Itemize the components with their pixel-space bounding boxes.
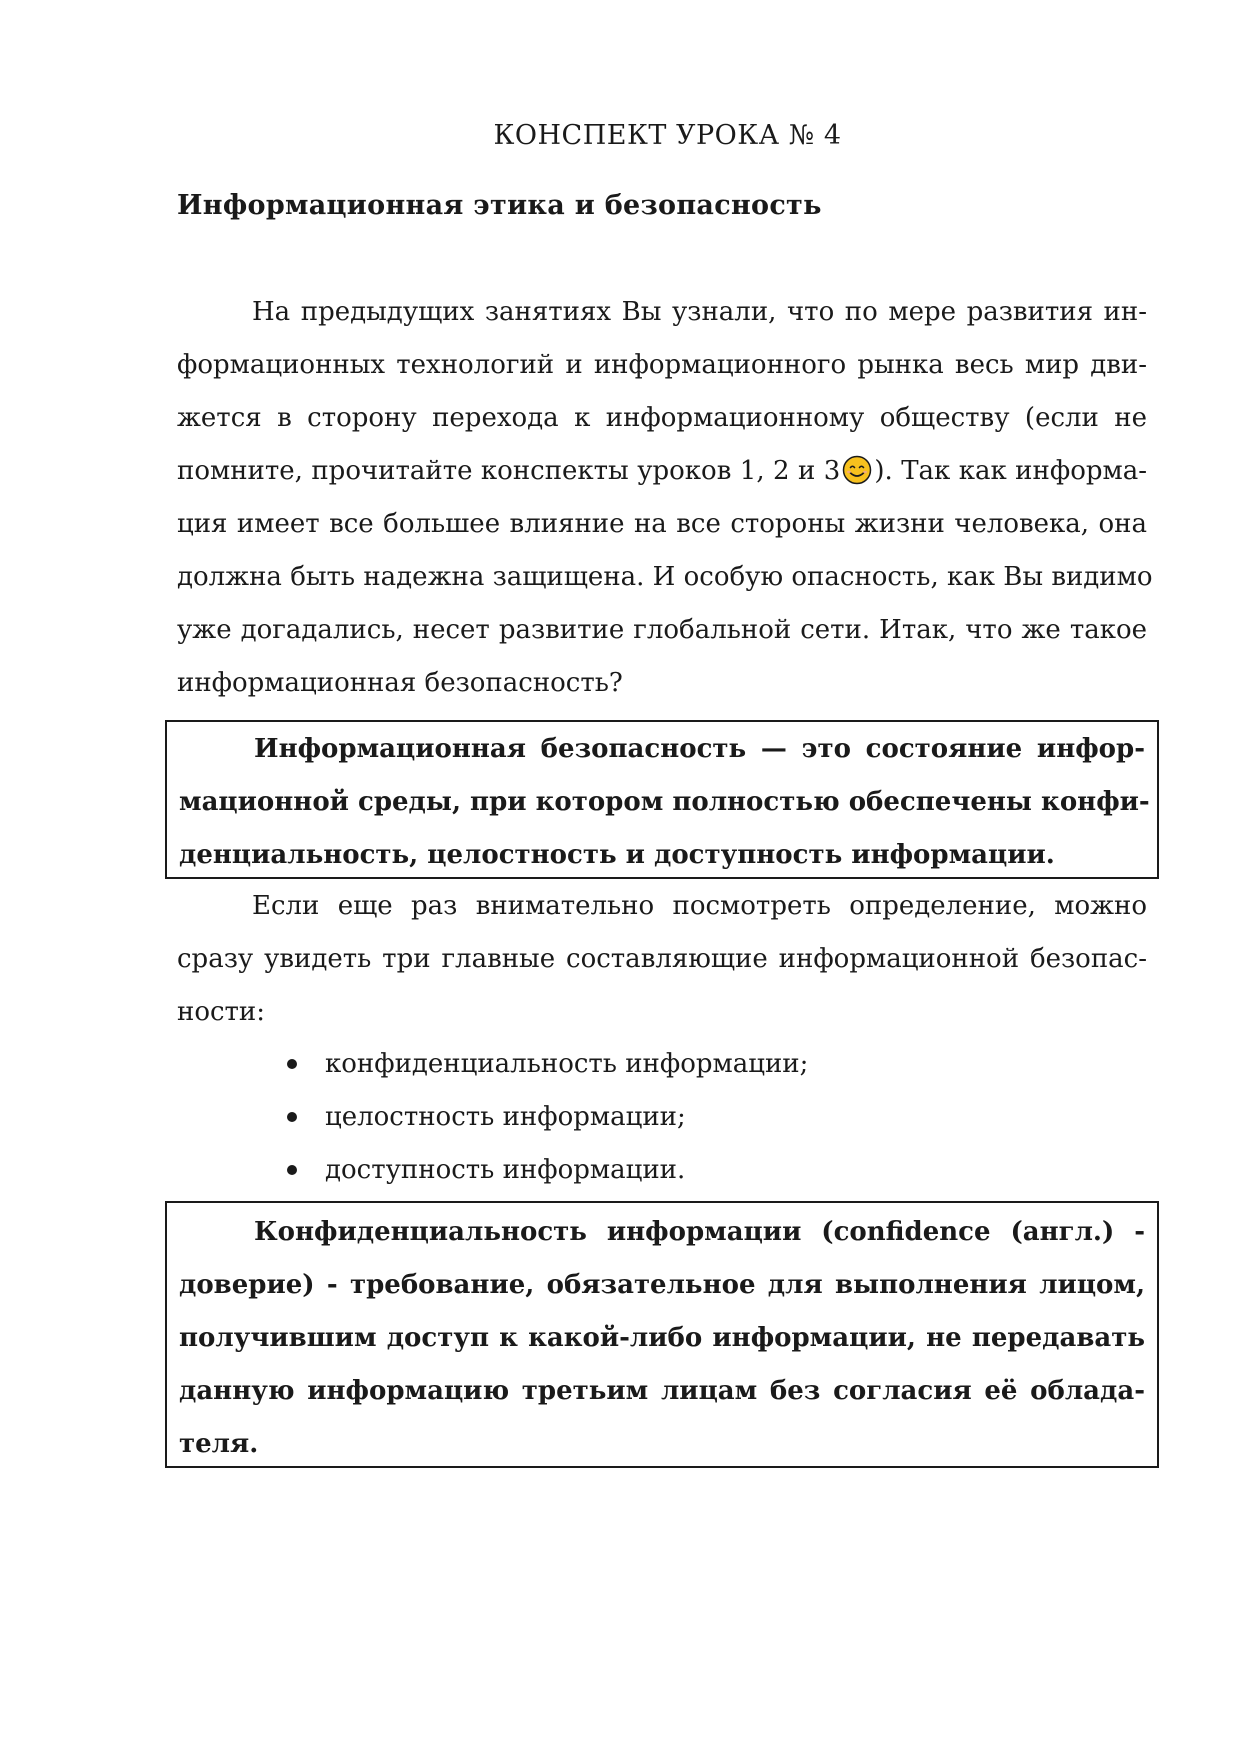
intro-line-with-smiley: [177, 445, 1147, 498]
paragraph-line: ности:: [177, 997, 266, 1027]
intro-line: информационная безопасность?: [177, 668, 623, 698]
bullet-icon: [287, 1059, 297, 1069]
definition-line: Конфиденциальность информации (confidence (англ.) -: [254, 1217, 1145, 1247]
intro-line-part: ). Так как информа-: [874, 456, 1147, 486]
definition-line: Информационная безопасность — это состояние инфор-: [254, 734, 1145, 764]
list-item: [285, 1038, 808, 1091]
lesson-title: КОНСПЕКТ УРОКА № 4: [493, 120, 842, 151]
list-item: [285, 1091, 808, 1144]
list-item-text: конфиденциальность информации;: [325, 1049, 809, 1079]
definition-line: теля.: [179, 1429, 259, 1459]
intro-line: должна быть надежна защищена. И особую опасность, как Вы видимо: [177, 562, 1153, 592]
definition-line: мационной среды, при котором полностью обеспечены конфи-: [179, 787, 1150, 817]
intro-line: На предыдущих занятиях Вы узнали, что по мере развития ин-: [252, 297, 1147, 327]
intro-line-part: помните, прочитайте конспекты уроков 1, 2 и 3: [177, 456, 841, 486]
intro-paragraph: [177, 286, 1153, 710]
bullet-icon: [287, 1112, 297, 1122]
list-item-text: целостность информации;: [325, 1102, 686, 1132]
paragraph-line: Если еще раз внимательно посмотреть определение, можно: [252, 891, 1147, 921]
list-item: [285, 1144, 808, 1197]
paragraph-line: сразу увидеть три главные составляющие информационной безопас-: [177, 944, 1147, 974]
intro-line: уже догадались, несет развитие глобальной сети. Итак, что же такое: [177, 615, 1147, 645]
list-item-text: доступность информации.: [325, 1155, 686, 1185]
definition-line: получившим доступ к какой-либо информации, не передавать: [179, 1323, 1145, 1353]
components-intro-paragraph: [177, 880, 1147, 1039]
definition-box-confidentiality: [165, 1201, 1159, 1468]
definition-box-information-security: [165, 720, 1159, 879]
definition-line: доверие) - требование, обязательное для выполнения лицом,: [179, 1270, 1145, 1300]
definition-line: данную информацию третьим лицам без согласия её облада-: [179, 1376, 1145, 1406]
intro-line: ция имеет все большее влияние на все стороны жизни человека, она: [177, 509, 1147, 539]
smiley-face-icon: [842, 455, 872, 485]
bullet-icon: [287, 1165, 297, 1175]
definition-line: денциальность, целостность и доступность информации.: [179, 840, 1055, 870]
lesson-subtitle: Информационная этика и безопасность: [177, 190, 822, 221]
intro-line: жется в сторону перехода к информационному обществу (если не: [177, 403, 1147, 433]
security-components-list: [285, 1038, 808, 1197]
intro-line: формационных технологий и информационного рынка весь мир дви-: [177, 350, 1147, 380]
